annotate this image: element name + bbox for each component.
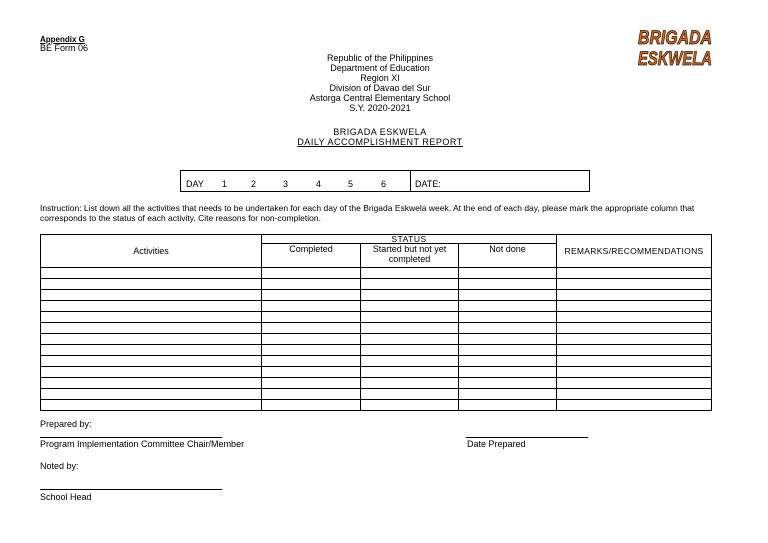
completed-header: Completed xyxy=(262,244,361,268)
table-cell[interactable] xyxy=(459,400,557,411)
table-cell[interactable] xyxy=(41,279,262,290)
table-row xyxy=(41,389,712,400)
table-cell[interactable] xyxy=(262,378,361,389)
date-prepared-label: Date Prepared xyxy=(467,439,526,449)
not-done-header: Not done xyxy=(459,244,557,268)
table-cell[interactable] xyxy=(361,389,459,400)
table-cell[interactable] xyxy=(41,290,262,301)
date-prepared-line[interactable] xyxy=(466,437,588,438)
table-cell[interactable] xyxy=(262,301,361,312)
table-cell[interactable] xyxy=(361,268,459,279)
table-cell[interactable] xyxy=(41,378,262,389)
prepared-by-role: Program Implementation Committee Chair/Member xyxy=(40,439,245,449)
table-cell[interactable] xyxy=(459,312,557,323)
table-cell[interactable] xyxy=(459,268,557,279)
day-label: DAY xyxy=(186,179,204,189)
prepared-by-signature-line[interactable] xyxy=(40,437,222,438)
table-row xyxy=(41,356,712,367)
table-cell[interactable] xyxy=(459,279,557,290)
table-cell[interactable] xyxy=(557,334,712,345)
table-row xyxy=(41,345,712,356)
day-option[interactable]: 3 xyxy=(283,179,289,189)
table-cell[interactable] xyxy=(557,389,712,400)
remarks-header: REMARKS/RECOMMENDATIONS xyxy=(557,235,712,268)
accomplishment-table xyxy=(40,234,712,411)
table-cell[interactable] xyxy=(459,334,557,345)
table-cell[interactable] xyxy=(262,312,361,323)
appendix-label: Appendix G xyxy=(40,35,85,44)
table-cell[interactable] xyxy=(557,268,712,279)
table-cell[interactable] xyxy=(41,356,262,367)
table-cell[interactable] xyxy=(262,389,361,400)
table-cell[interactable] xyxy=(262,334,361,345)
table-row xyxy=(41,378,712,389)
prepared-by-label: Prepared by: xyxy=(40,419,92,429)
day-option[interactable]: 6 xyxy=(381,179,387,189)
table-cell[interactable] xyxy=(262,290,361,301)
table-cell[interactable] xyxy=(361,301,459,312)
table-cell[interactable] xyxy=(459,345,557,356)
table-cell[interactable] xyxy=(41,345,262,356)
table-cell[interactable] xyxy=(41,323,262,334)
header-line: Department of Education xyxy=(330,63,430,73)
table-cell[interactable] xyxy=(459,323,557,334)
table-cell[interactable] xyxy=(459,378,557,389)
table-cell[interactable] xyxy=(361,290,459,301)
table-cell[interactable] xyxy=(361,400,459,411)
table-cell[interactable] xyxy=(459,301,557,312)
day-option[interactable]: 1 xyxy=(222,179,228,189)
table-cell[interactable] xyxy=(557,400,712,411)
instruction-text: Instruction: List down all the activities that needs to be undertaken for each day of the Brigada Eskwela week. At the end of each day, please mark the appropriate column that corresponds to the status of each activity. Cite reasons for non-completion. xyxy=(40,203,695,223)
table-cell[interactable] xyxy=(361,279,459,290)
header-line: Region XI xyxy=(360,73,400,83)
table-row xyxy=(41,312,712,323)
table-cell[interactable] xyxy=(262,367,361,378)
day-date-divider xyxy=(410,171,411,191)
day-selector-box xyxy=(180,170,590,192)
table-cell[interactable] xyxy=(262,345,361,356)
table-cell[interactable] xyxy=(557,301,712,312)
logo-line-1: BRIGADA xyxy=(638,28,712,49)
table-cell[interactable] xyxy=(459,290,557,301)
table-row xyxy=(41,400,712,411)
table-row xyxy=(41,323,712,334)
table-cell[interactable] xyxy=(557,356,712,367)
table-cell[interactable] xyxy=(557,367,712,378)
program-title: BRIGADA ESKWELA xyxy=(333,127,427,137)
table-cell[interactable] xyxy=(262,356,361,367)
table-cell[interactable] xyxy=(41,334,262,345)
date-label: DATE: xyxy=(415,179,441,189)
day-option[interactable]: 5 xyxy=(348,179,354,189)
table-cell[interactable] xyxy=(361,323,459,334)
table-cell[interactable] xyxy=(557,290,712,301)
table-row xyxy=(41,279,712,290)
day-option[interactable]: 4 xyxy=(316,179,322,189)
table-cell[interactable] xyxy=(262,400,361,411)
started-header: Started but not yet completed xyxy=(361,244,459,268)
table-cell[interactable] xyxy=(557,345,712,356)
table-cell[interactable] xyxy=(41,400,262,411)
table-cell[interactable] xyxy=(262,279,361,290)
report-title-wrap xyxy=(230,137,530,147)
table-cell[interactable] xyxy=(41,389,262,400)
form-number: BE Form 06 xyxy=(40,43,89,53)
brigada-eskwela-logo xyxy=(637,25,714,69)
table-cell[interactable] xyxy=(41,301,262,312)
table-cell[interactable] xyxy=(361,367,459,378)
table-cell[interactable] xyxy=(41,367,262,378)
table-cell[interactable] xyxy=(361,356,459,367)
table-row xyxy=(41,301,712,312)
table-cell[interactable] xyxy=(361,312,459,323)
table-cell[interactable] xyxy=(557,279,712,290)
table-cell[interactable] xyxy=(361,378,459,389)
noted-by-label: Noted by: xyxy=(40,461,79,471)
table-cell[interactable] xyxy=(361,345,459,356)
header-line: Astorga Central Elementary School xyxy=(309,93,451,103)
table-cell[interactable] xyxy=(41,312,262,323)
report-title: DAILY ACCOMPLISHMENT REPORT xyxy=(297,137,463,147)
noted-by-role: School Head xyxy=(40,492,92,502)
table-cell[interactable] xyxy=(262,323,361,334)
table-cell[interactable] xyxy=(557,312,712,323)
table-cell[interactable] xyxy=(459,367,557,378)
table-cell[interactable] xyxy=(459,389,557,400)
day-option[interactable]: 2 xyxy=(251,179,257,189)
header-line: S.Y. 2020-2021 xyxy=(349,103,411,113)
logo-line-2: ESKWELA xyxy=(638,49,712,70)
table-cell[interactable] xyxy=(557,378,712,389)
table-cell[interactable] xyxy=(459,356,557,367)
header-line: Republic of the Philippines xyxy=(326,53,434,63)
status-header: STATUS xyxy=(262,235,557,244)
table-cell[interactable] xyxy=(361,334,459,345)
table-row xyxy=(41,290,712,301)
noted-by-signature-line[interactable] xyxy=(40,489,222,490)
table-cell[interactable] xyxy=(262,268,361,279)
table-row xyxy=(41,334,712,345)
table-row xyxy=(41,268,712,279)
table-cell[interactable] xyxy=(41,268,262,279)
header-line: Division of Davao del Sur xyxy=(329,83,431,93)
table-row xyxy=(41,367,712,378)
header-block xyxy=(230,53,530,113)
activities-header: Activities xyxy=(41,235,262,268)
table-cell[interactable] xyxy=(557,323,712,334)
